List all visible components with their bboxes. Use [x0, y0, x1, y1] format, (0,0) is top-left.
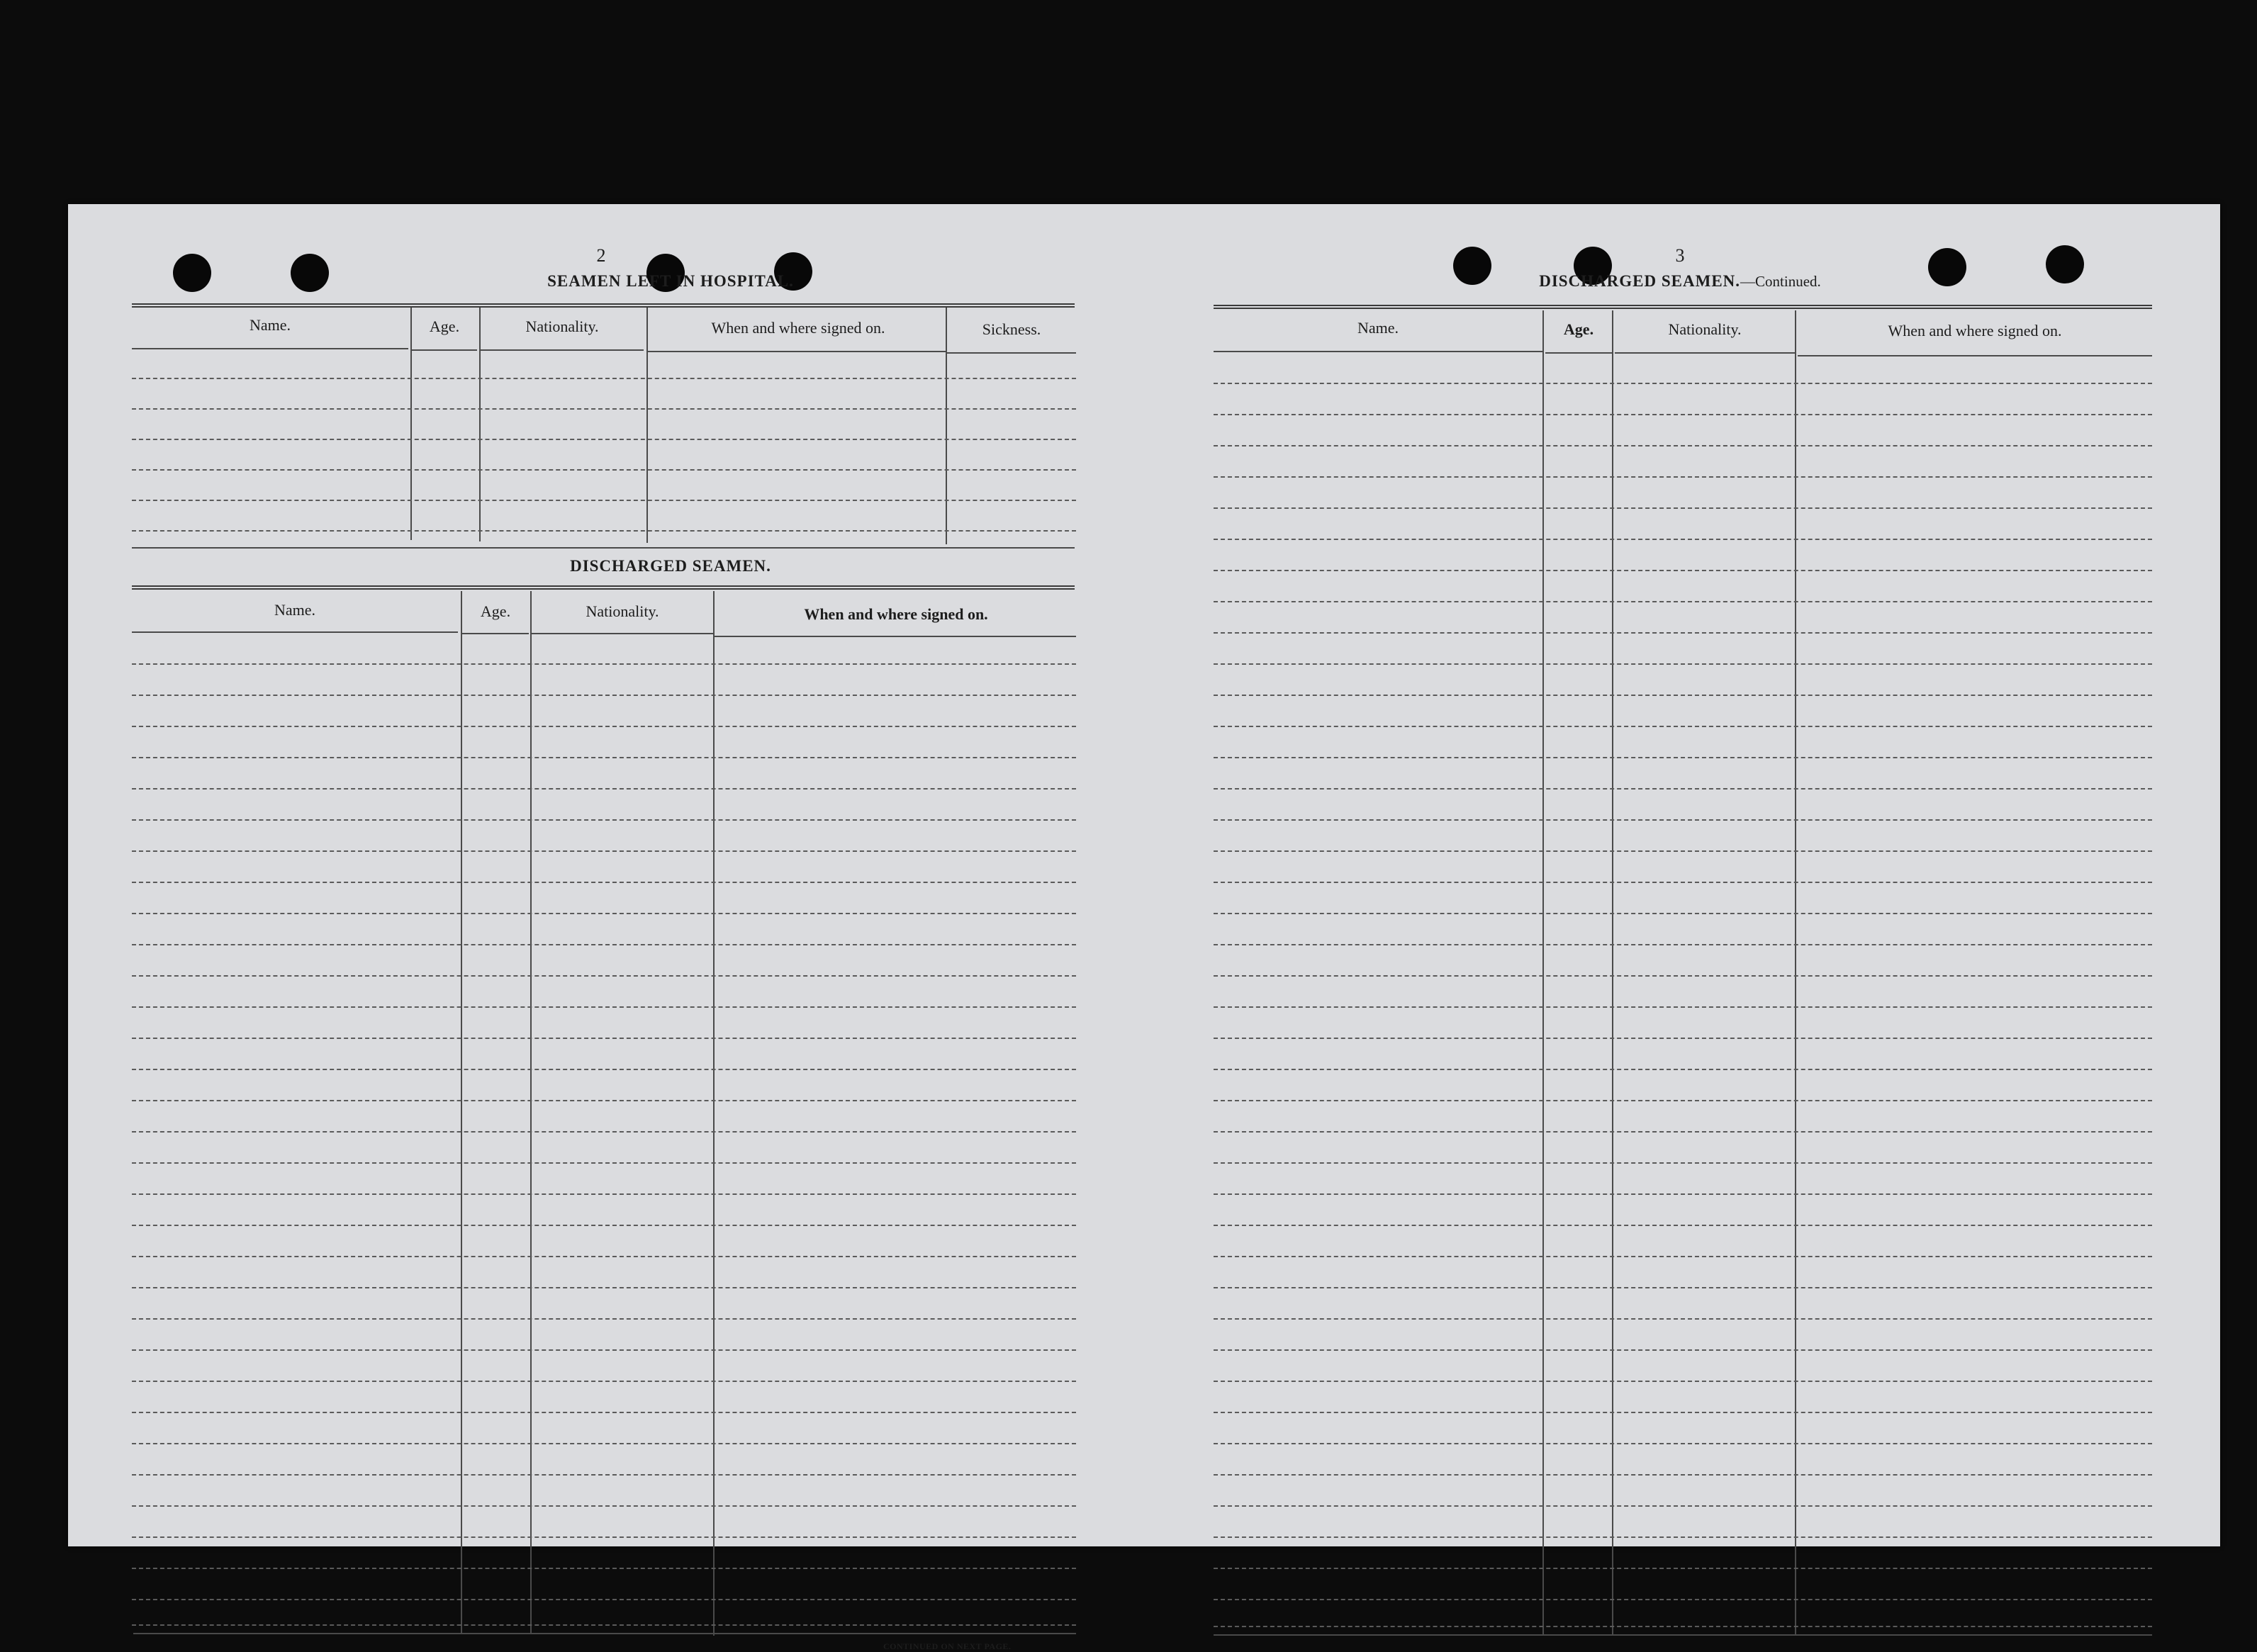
entry-row-line — [1214, 1443, 2152, 1444]
entry-row-line — [132, 1474, 1076, 1476]
entry-row-line — [132, 1349, 1076, 1351]
entry-row-line — [1214, 1193, 2152, 1195]
entry-row-line — [1214, 1225, 2152, 1226]
column-header-age: Age. — [480, 602, 511, 620]
header-underline — [1798, 355, 2152, 356]
header-underline — [481, 349, 644, 351]
entry-row-line — [132, 695, 1076, 696]
entry-row-line — [1214, 1568, 2152, 1569]
entry-row-line — [1214, 882, 2152, 883]
title-main: DISCHARGED SEAMEN. — [1539, 272, 1741, 290]
column-header-signed-on: When and where signed on. — [711, 319, 885, 337]
entry-row-line — [132, 819, 1076, 821]
entry-row-line — [132, 1193, 1076, 1195]
entry-row-line — [132, 1006, 1076, 1008]
entry-row-line — [132, 530, 1076, 532]
page-number: 3 — [1675, 245, 1685, 266]
entry-row-line — [132, 975, 1076, 977]
header-underline — [462, 633, 529, 634]
entry-row-line — [1214, 757, 2152, 758]
column-header-age: Age. — [1563, 320, 1594, 338]
column-header-sickness: Sickness. — [982, 320, 1041, 338]
entry-row-line — [1214, 632, 2152, 634]
entry-row-line — [132, 726, 1076, 727]
entry-row-line — [1214, 1599, 2152, 1600]
entry-row-line — [132, 1412, 1076, 1413]
title-rule — [1214, 305, 2152, 309]
entry-row-line — [132, 1131, 1076, 1133]
entry-row-line — [1214, 1069, 2152, 1070]
entry-row-line — [132, 944, 1076, 945]
entry-row-line — [1214, 1349, 2152, 1351]
column-header-signed-on: When and where signed on. — [804, 605, 988, 623]
entry-row-line — [1214, 1474, 2152, 1476]
column-divider — [946, 308, 947, 544]
column-header-name: Name. — [249, 316, 291, 334]
entry-row-line — [1214, 913, 2152, 914]
entry-row-line — [1214, 1006, 2152, 1008]
entry-row-line — [1214, 663, 2152, 665]
column-divider — [1542, 310, 1544, 1634]
entry-row-line — [132, 913, 1076, 914]
entry-row-line — [1214, 1626, 2152, 1627]
entry-row-line — [132, 1038, 1076, 1039]
header-underline — [1545, 352, 1612, 354]
entry-row-line — [132, 1381, 1076, 1382]
entry-row-line — [132, 1624, 1076, 1626]
entry-row-line — [132, 1568, 1076, 1569]
column-divider — [1612, 310, 1613, 1634]
hospital-section-title: SEAMEN LEFT IN HOSPITAL. — [547, 272, 794, 290]
header-underline — [715, 636, 1076, 637]
column-header-age: Age. — [429, 318, 460, 335]
entry-row-line — [1214, 1162, 2152, 1164]
entry-row-line — [1214, 1412, 2152, 1413]
entry-row-line — [1214, 1381, 2152, 1382]
punch-hole — [2046, 245, 2084, 283]
header-underline — [1214, 351, 1542, 352]
column-divider — [479, 308, 481, 541]
entry-row-line — [132, 663, 1076, 665]
discharged-continued-title — [1467, 272, 1893, 291]
column-header-name: Name. — [274, 601, 316, 619]
entry-row-line — [132, 1100, 1076, 1101]
entry-row-line — [132, 1599, 1076, 1600]
entry-row-line — [132, 1256, 1076, 1257]
entry-row-line — [132, 1162, 1076, 1164]
entry-row-line — [1214, 414, 2152, 415]
header-underline — [132, 631, 458, 633]
entry-row-line — [132, 469, 1076, 471]
entry-row-line — [1214, 788, 2152, 790]
entry-row-line — [132, 439, 1076, 440]
entry-row-line — [1214, 570, 2152, 571]
column-divider — [713, 591, 715, 1636]
entry-row-line — [132, 757, 1076, 758]
discharged-section-title: DISCHARGED SEAMEN. — [570, 557, 771, 575]
column-divider — [646, 308, 648, 543]
entry-row-line — [132, 1536, 1076, 1538]
column-header-nationality: Nationality. — [586, 602, 659, 620]
ledger-sheet — [68, 204, 2220, 1651]
punch-hole — [173, 254, 211, 292]
column-divider — [461, 591, 462, 1633]
header-underline — [532, 633, 713, 634]
entry-row-line — [1214, 975, 2152, 977]
entry-row-line — [1214, 1131, 2152, 1133]
entry-row-line — [132, 378, 1076, 379]
entry-row-line — [1214, 1100, 2152, 1101]
page-number: 2 — [596, 245, 606, 266]
header-underline — [947, 352, 1076, 354]
entry-row-line — [1214, 1536, 2152, 1538]
entry-row-line — [132, 1069, 1076, 1070]
column-header-name: Name. — [1357, 319, 1399, 337]
entry-row-line — [132, 882, 1076, 883]
punch-hole — [1928, 248, 1966, 286]
entry-row-line — [1214, 695, 2152, 696]
column-header-nationality: Nationality. — [525, 318, 599, 335]
table-bottom-rule — [1214, 1634, 2152, 1636]
entry-row-line — [1214, 539, 2152, 540]
table-bottom-rule — [133, 1633, 1076, 1634]
header-underline — [648, 351, 946, 352]
entry-row-line — [132, 850, 1076, 852]
entry-row-line — [132, 1318, 1076, 1320]
entry-row-line — [1214, 944, 2152, 945]
entry-row-line — [132, 1287, 1076, 1288]
entry-row-line — [1214, 1287, 2152, 1288]
entry-row-line — [132, 788, 1076, 790]
entry-row-line — [1214, 1318, 2152, 1320]
entry-row-line — [1214, 1256, 2152, 1257]
entry-row-line — [132, 500, 1076, 501]
column-divider — [410, 308, 412, 540]
column-divider — [1795, 310, 1796, 1636]
entry-row-line — [1214, 1038, 2152, 1039]
entry-row-line — [1214, 476, 2152, 478]
entry-row-line — [1214, 507, 2152, 509]
header-underline — [412, 349, 477, 351]
entry-row-line — [132, 1225, 1076, 1226]
entry-row-line — [1214, 383, 2152, 384]
column-divider — [530, 591, 532, 1634]
table-bottom-rule — [132, 547, 1075, 549]
continued-note: CONTINUED ON NEXT PAGE. — [883, 1641, 1012, 1651]
entry-row-line — [1214, 601, 2152, 602]
header-underline — [132, 348, 408, 349]
entry-row-line — [132, 1443, 1076, 1444]
header-underline — [1615, 352, 1795, 354]
column-header-signed-on: When and where signed on. — [1888, 322, 2062, 339]
column-header-nationality: Nationality. — [1668, 320, 1742, 338]
entry-row-line — [132, 1505, 1076, 1507]
entry-row-line — [1214, 726, 2152, 727]
entry-row-line — [1214, 819, 2152, 821]
entry-row-line — [1214, 1505, 2152, 1507]
entry-row-line — [1214, 850, 2152, 852]
entry-row-line — [132, 408, 1076, 410]
title-rule — [132, 585, 1075, 590]
entry-row-line — [1214, 445, 2152, 446]
punch-hole — [291, 254, 329, 292]
title-rule — [132, 303, 1075, 308]
title-suffix: —Continued. — [1740, 273, 1821, 290]
